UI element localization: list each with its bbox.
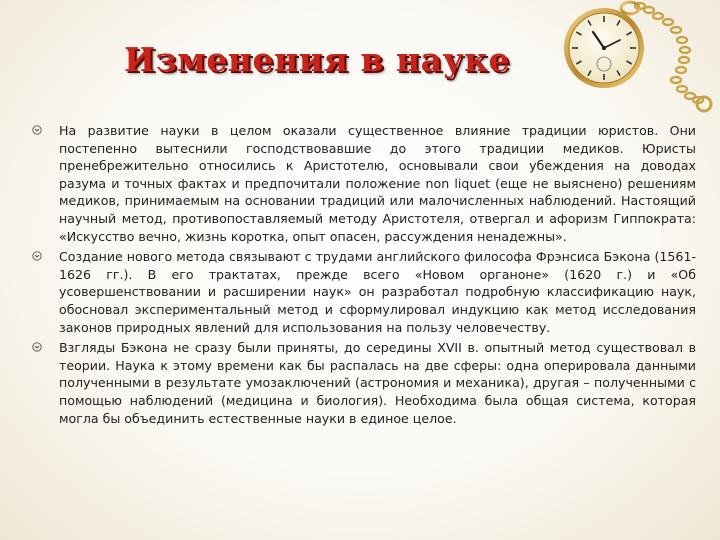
paragraph-2-text: Создание нового метода связывают с трудами английского философа Фрэнсиса Бэкона (1561-1626 гг.). В его трактатах, прежде всего «Новом органоне» (1620 г.) и «Об усовершенствовании и расширении наук» он разработал подробную классификацию наук, обосновал экспериментальный метод и сформулировал индукцию как метод исследования законов природных явлений для использования на пользу человечеству. [59,249,696,335]
paragraph-3-text: Взгляды Бэкона не сразу были приняты, до середины XVII в. опытный метод существовал в теории. Наука к этому времени как бы распалась на две сферы: одна оперировала данными полученными в результате умозаключений (астрономия и механика), другая – полученными с помощью наблюдений (медицина и биология). Необходима была общая система, которая могла бы объединить естественные науки в единое целое. [59,340,696,426]
circle-chevron-icon [32,125,42,135]
slide-title: Изменения в науке [124,40,510,79]
paragraph-2 [32,248,696,336]
slide-body [32,122,696,430]
paragraph-3 [32,339,696,427]
paragraph-1-text: На развитие науки в целом оказали существенное влияние традиции юристов. Они постепенно вытеснили господствовавшие до этого традиции медиков. Юристы пренебрежительно относились к Аристотелю, основывали свои убеждения на доводах разума и точных фактах и предпочитали положение non liquet (еще не выяснено) решениям медиков, принимаемым на основании традиций или малочисленных наблюдений. Настоящий научный метод, противопоставляемый методу Аристотеля, отвергал и афоризм Гиппократа: «Искусство вечно, жизнь коротка, опыт опасен, рассуждения ненадежны». [59,123,696,244]
paragraph-1 [32,122,696,245]
circle-chevron-icon [32,251,42,261]
circle-chevron-icon [32,342,42,352]
pocket-watch-icon [548,0,720,120]
